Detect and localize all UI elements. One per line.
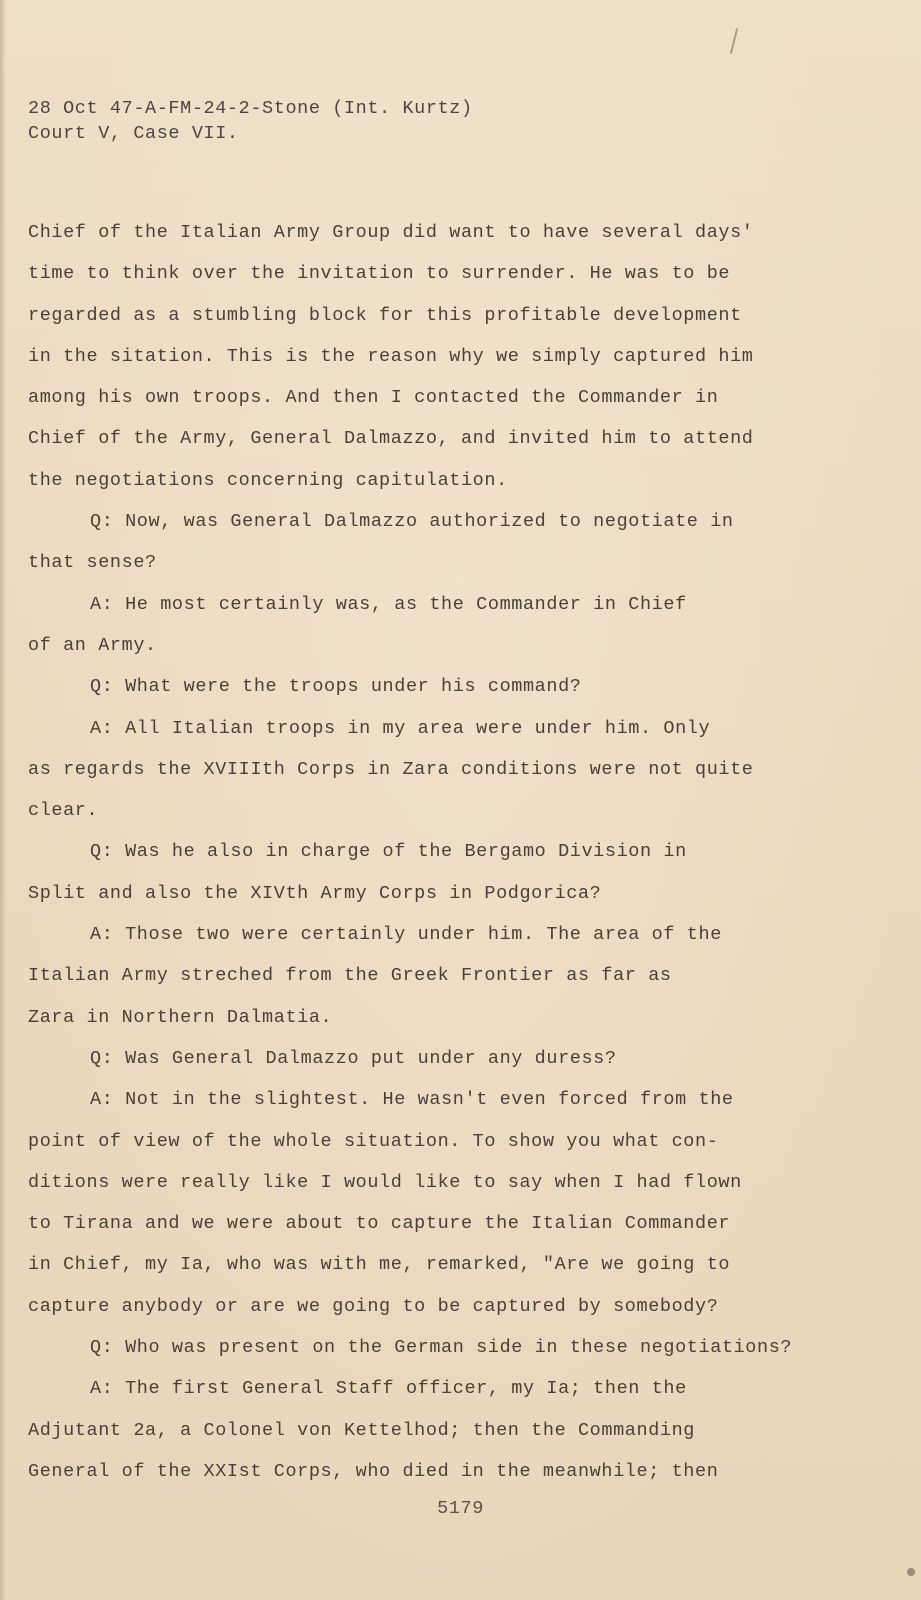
transcript-line: ditions were really like I would like to say when I had flown xyxy=(28,1171,742,1193)
transcript-line: Chief of the Army, General Dalmazzo, and invited him to attend xyxy=(28,428,754,450)
transcript-line: Q: Was he also in charge of the Bergamo Division in xyxy=(90,841,687,863)
corner-mark xyxy=(907,1568,915,1576)
transcript-line: A: Not in the slightest. He wasn't even forced from the xyxy=(90,1089,734,1111)
transcript-line: as regards the XVIIIth Corps in Zara conditions were not quite xyxy=(28,758,754,780)
transcript-line: to Tirana and we were about to capture the Italian Commander xyxy=(28,1213,731,1235)
transcript-line: A: All Italian troops in my area were under him. Only xyxy=(90,717,711,739)
transcript-line: regarded as a stumbling block for this profitable development xyxy=(28,304,742,326)
transcript-line: Q: Was General Dalmazzo put under any duress? xyxy=(90,1047,617,1069)
transcript-line: that sense? xyxy=(28,552,157,574)
transcript-line: Chief of the Italian Army Group did want to have several days' xyxy=(28,222,754,243)
page-number: 5179 xyxy=(437,1498,484,1519)
transcript-line: among his own troops. And then I contacted the Commander in xyxy=(28,387,719,409)
transcript-line: Italian Army streched from the Greek Frontier as far as xyxy=(28,965,672,987)
transcript-line: Q: What were the troops under his command? xyxy=(90,676,582,698)
transcript-line: Q: Who was present on the German side in these negotiations? xyxy=(90,1337,793,1359)
header-line-1: 28 Oct 47-A-FM-24-2-Stone (Int. Kurtz) xyxy=(28,98,473,119)
transcript-line: time to think over the invitation to surrender. He was to be xyxy=(28,263,731,285)
pencil-mark xyxy=(730,28,738,54)
transcript-line: A: The first General Staff officer, my Ia; then the xyxy=(90,1378,687,1400)
transcript-line: Adjutant 2a, a Colonel von Kettelhod; then the Commanding xyxy=(28,1419,696,1441)
transcript-line: clear. xyxy=(28,800,99,822)
header-line-2: Court V, Case VII. xyxy=(28,123,239,144)
transcript-line: in the sitation. This is the reason why we simply captured him xyxy=(28,345,754,367)
transcript-body xyxy=(28,212,878,1492)
transcript-line: General of the XXIst Corps, who died in the meanwhile; then xyxy=(28,1460,719,1482)
transcript-line: in Chief, my Ia, who was with me, remarked, "Are we going to xyxy=(28,1254,731,1276)
transcript-line: Q: Now, was General Dalmazzo authorized to negotiate in xyxy=(90,511,734,533)
transcript-line: A: He most certainly was, as the Commander in Chief xyxy=(90,593,687,615)
transcript-line: point of view of the whole situation. To show you what con- xyxy=(28,1130,719,1152)
transcript-line: the negotiations concerning capitulation. xyxy=(28,469,508,491)
transcript-line: of an Army. xyxy=(28,634,157,656)
document-header xyxy=(28,96,473,146)
page-edge-shadow xyxy=(0,0,6,1600)
transcript-line: capture anybody or are we going to be captured by somebody? xyxy=(28,1295,719,1317)
transcript-line: A: Those two were certainly under him. The area of the xyxy=(90,924,722,946)
transcript-line: Zara in Northern Dalmatia. xyxy=(28,1006,333,1028)
transcript-line: Split and also the XIVth Army Corps in Podgorica? xyxy=(28,882,602,904)
